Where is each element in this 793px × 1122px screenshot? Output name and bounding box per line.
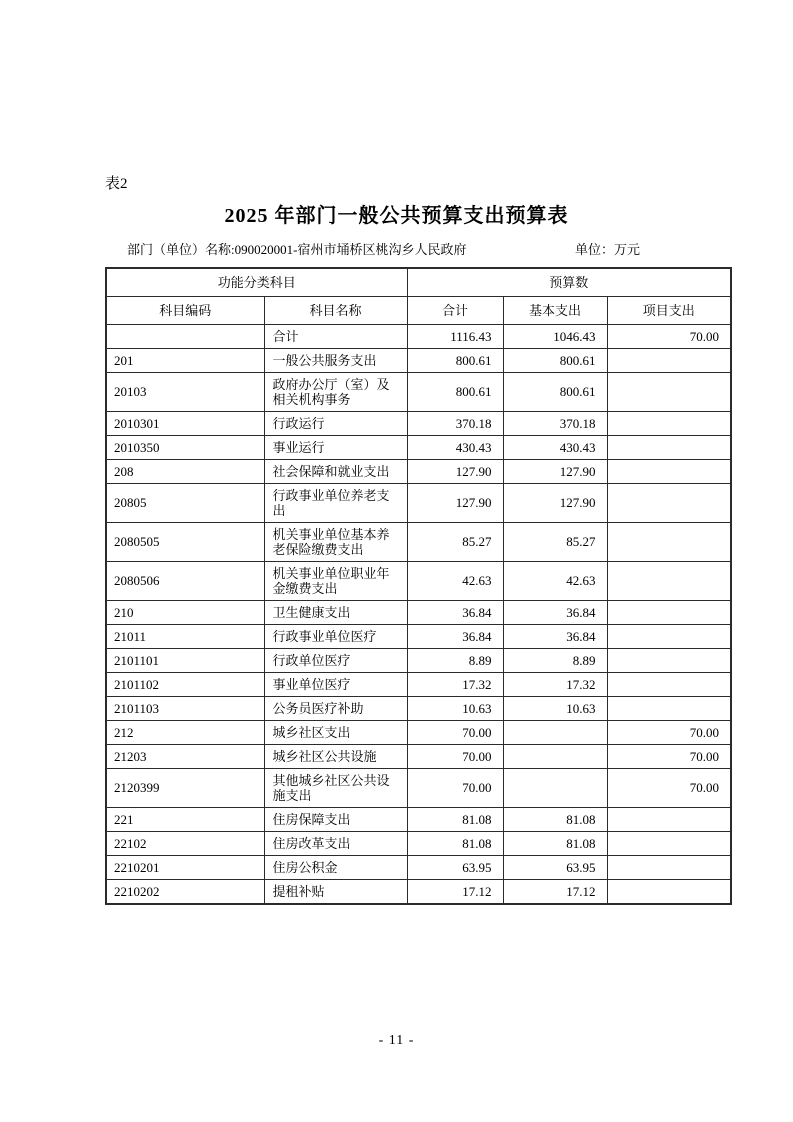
subject-code-cell: 212 [106, 720, 264, 744]
page-number: - 11 - [378, 1033, 415, 1048]
total-cell: 1116.43 [407, 324, 503, 348]
department-name-value: 090020001-宿州市埇桥区桃沟乡人民政府 [234, 242, 467, 257]
table-row [106, 435, 731, 459]
total-cell: 85.27 [407, 522, 503, 561]
header-budget-figures: 预算数 [407, 268, 731, 296]
table-row [106, 855, 731, 879]
project-expense-cell [607, 561, 731, 600]
total-cell: 70.00 [407, 720, 503, 744]
subject-code-cell: 221 [106, 807, 264, 831]
subject-name-cell: 提租补贴 [264, 879, 407, 904]
total-cell: 70.00 [407, 744, 503, 768]
subject-name-cell: 住房改革支出 [264, 831, 407, 855]
project-expense-cell: 70.00 [607, 744, 731, 768]
subject-name-cell: 政府办公厅（室）及相关机构事务 [264, 372, 407, 411]
subject-name-cell: 其他城乡社区公共设施支出 [264, 768, 407, 807]
subject-code-cell: 2101101 [106, 648, 264, 672]
project-expense-cell [607, 411, 731, 435]
basic-expense-cell: 800.61 [503, 372, 607, 411]
subject-code-cell: 2010301 [106, 411, 264, 435]
subject-name-cell: 城乡社区支出 [264, 720, 407, 744]
page-title: 2025 年部门一般公共预算支出预算表 [224, 205, 569, 227]
subject-name-cell: 行政事业单位医疗 [264, 624, 407, 648]
table-row [106, 348, 731, 372]
basic-expense-cell: 10.63 [503, 696, 607, 720]
total-cell: 17.12 [407, 879, 503, 904]
table-row [106, 411, 731, 435]
col-header-subject-name: 科目名称 [264, 296, 407, 324]
total-cell: 36.84 [407, 600, 503, 624]
table-header [106, 268, 731, 324]
subject-code-cell: 21203 [106, 744, 264, 768]
table-row [106, 372, 731, 411]
table-row [106, 483, 731, 522]
total-cell: 17.32 [407, 672, 503, 696]
header-group-row [106, 268, 731, 296]
project-expense-cell: 70.00 [607, 720, 731, 744]
col-header-project-expense: 项目支出 [607, 296, 731, 324]
subject-code-cell: 20805 [106, 483, 264, 522]
basic-expense-cell: 81.08 [503, 807, 607, 831]
table-row [106, 879, 731, 904]
table-row [106, 600, 731, 624]
total-cell: 800.61 [407, 348, 503, 372]
project-expense-cell [607, 522, 731, 561]
col-header-subject-code: 科目编码 [106, 296, 264, 324]
table-row [106, 624, 731, 648]
basic-expense-cell: 42.63 [503, 561, 607, 600]
project-expense-cell [607, 435, 731, 459]
subject-code-cell: 2210202 [106, 879, 264, 904]
project-expense-cell [607, 348, 731, 372]
basic-expense-cell: 17.12 [503, 879, 607, 904]
subject-name-cell: 住房公积金 [264, 855, 407, 879]
subject-name-cell: 城乡社区公共设施 [264, 744, 407, 768]
total-cell: 370.18 [407, 411, 503, 435]
subject-code-cell: 210 [106, 600, 264, 624]
basic-expense-cell: 8.89 [503, 648, 607, 672]
subject-code-cell [106, 324, 264, 348]
meta-row [105, 239, 730, 258]
basic-expense-cell: 63.95 [503, 855, 607, 879]
subject-name-cell: 事业单位医疗 [264, 672, 407, 696]
subject-name-cell: 机关事业单位基本养老保险缴费支出 [264, 522, 407, 561]
table-row [106, 768, 731, 807]
col-header-basic-expense: 基本支出 [503, 296, 607, 324]
basic-expense-cell: 36.84 [503, 624, 607, 648]
table-row [106, 807, 731, 831]
subject-code-cell: 21011 [106, 624, 264, 648]
project-expense-cell [607, 372, 731, 411]
project-expense-cell [607, 879, 731, 904]
table-row [106, 831, 731, 855]
total-cell: 10.63 [407, 696, 503, 720]
total-cell: 63.95 [407, 855, 503, 879]
project-expense-cell: 70.00 [607, 324, 731, 348]
project-expense-cell [607, 648, 731, 672]
unit-label: 单位：万元 [574, 242, 640, 257]
subject-name-cell: 一般公共服务支出 [264, 348, 407, 372]
basic-expense-cell: 1046.43 [503, 324, 607, 348]
total-cell: 81.08 [407, 831, 503, 855]
subject-name-cell: 行政单位医疗 [264, 648, 407, 672]
project-expense-cell [607, 855, 731, 879]
subject-name-cell: 住房保障支出 [264, 807, 407, 831]
total-cell: 70.00 [407, 768, 503, 807]
subject-code-cell: 2210201 [106, 855, 264, 879]
table-body [106, 324, 731, 904]
project-expense-cell: 70.00 [607, 768, 731, 807]
table-row [106, 522, 731, 561]
total-cell: 36.84 [407, 624, 503, 648]
subject-code-cell: 22102 [106, 831, 264, 855]
total-cell: 42.63 [407, 561, 503, 600]
basic-expense-cell: 800.61 [503, 348, 607, 372]
subject-code-cell: 20103 [106, 372, 264, 411]
col-header-total: 合计 [407, 296, 503, 324]
basic-expense-cell [503, 720, 607, 744]
subject-code-cell: 2010350 [106, 435, 264, 459]
table-row [106, 459, 731, 483]
subject-name-cell: 合计 [264, 324, 407, 348]
total-cell: 800.61 [407, 372, 503, 411]
subject-name-cell: 行政事业单位养老支出 [264, 483, 407, 522]
subject-name-cell: 行政运行 [264, 411, 407, 435]
budget-table [105, 267, 732, 905]
total-cell: 430.43 [407, 435, 503, 459]
total-cell: 8.89 [407, 648, 503, 672]
table-row [106, 561, 731, 600]
subject-name-cell: 机关事业单位职业年金缴费支出 [264, 561, 407, 600]
table-row [106, 696, 731, 720]
subject-code-cell: 2101103 [106, 696, 264, 720]
basic-expense-cell: 430.43 [503, 435, 607, 459]
basic-expense-cell [503, 768, 607, 807]
subject-name-cell: 社会保障和就业支出 [264, 459, 407, 483]
project-expense-cell [607, 696, 731, 720]
column-header-row [106, 296, 731, 324]
department-name-label: 部门（单位）名称: [127, 242, 235, 257]
project-expense-cell [607, 831, 731, 855]
subject-code-cell: 2080506 [106, 561, 264, 600]
project-expense-cell [607, 600, 731, 624]
project-expense-cell [607, 672, 731, 696]
project-expense-cell [607, 459, 731, 483]
header-functional-classification: 功能分类科目 [106, 268, 407, 296]
table-row [106, 744, 731, 768]
department-name [127, 239, 466, 258]
subject-code-cell: 2101102 [106, 672, 264, 696]
table-row [106, 648, 731, 672]
table-row [106, 324, 731, 348]
basic-expense-cell: 85.27 [503, 522, 607, 561]
basic-expense-cell: 81.08 [503, 831, 607, 855]
subject-code-cell: 2080505 [106, 522, 264, 561]
basic-expense-cell: 36.84 [503, 600, 607, 624]
basic-expense-cell [503, 744, 607, 768]
project-expense-cell [607, 807, 731, 831]
table-row [106, 672, 731, 696]
subject-code-cell: 208 [106, 459, 264, 483]
subject-name-cell: 公务员医疗补助 [264, 696, 407, 720]
subject-code-cell: 201 [106, 348, 264, 372]
basic-expense-cell: 127.90 [503, 483, 607, 522]
basic-expense-cell: 127.90 [503, 459, 607, 483]
project-expense-cell [607, 483, 731, 522]
basic-expense-cell: 17.32 [503, 672, 607, 696]
total-cell: 127.90 [407, 459, 503, 483]
table-row [106, 720, 731, 744]
table-label: 表2 [105, 176, 128, 192]
total-cell: 81.08 [407, 807, 503, 831]
subject-name-cell: 卫生健康支出 [264, 600, 407, 624]
basic-expense-cell: 370.18 [503, 411, 607, 435]
total-cell: 127.90 [407, 483, 503, 522]
subject-name-cell: 事业运行 [264, 435, 407, 459]
project-expense-cell [607, 624, 731, 648]
subject-code-cell: 2120399 [106, 768, 264, 807]
